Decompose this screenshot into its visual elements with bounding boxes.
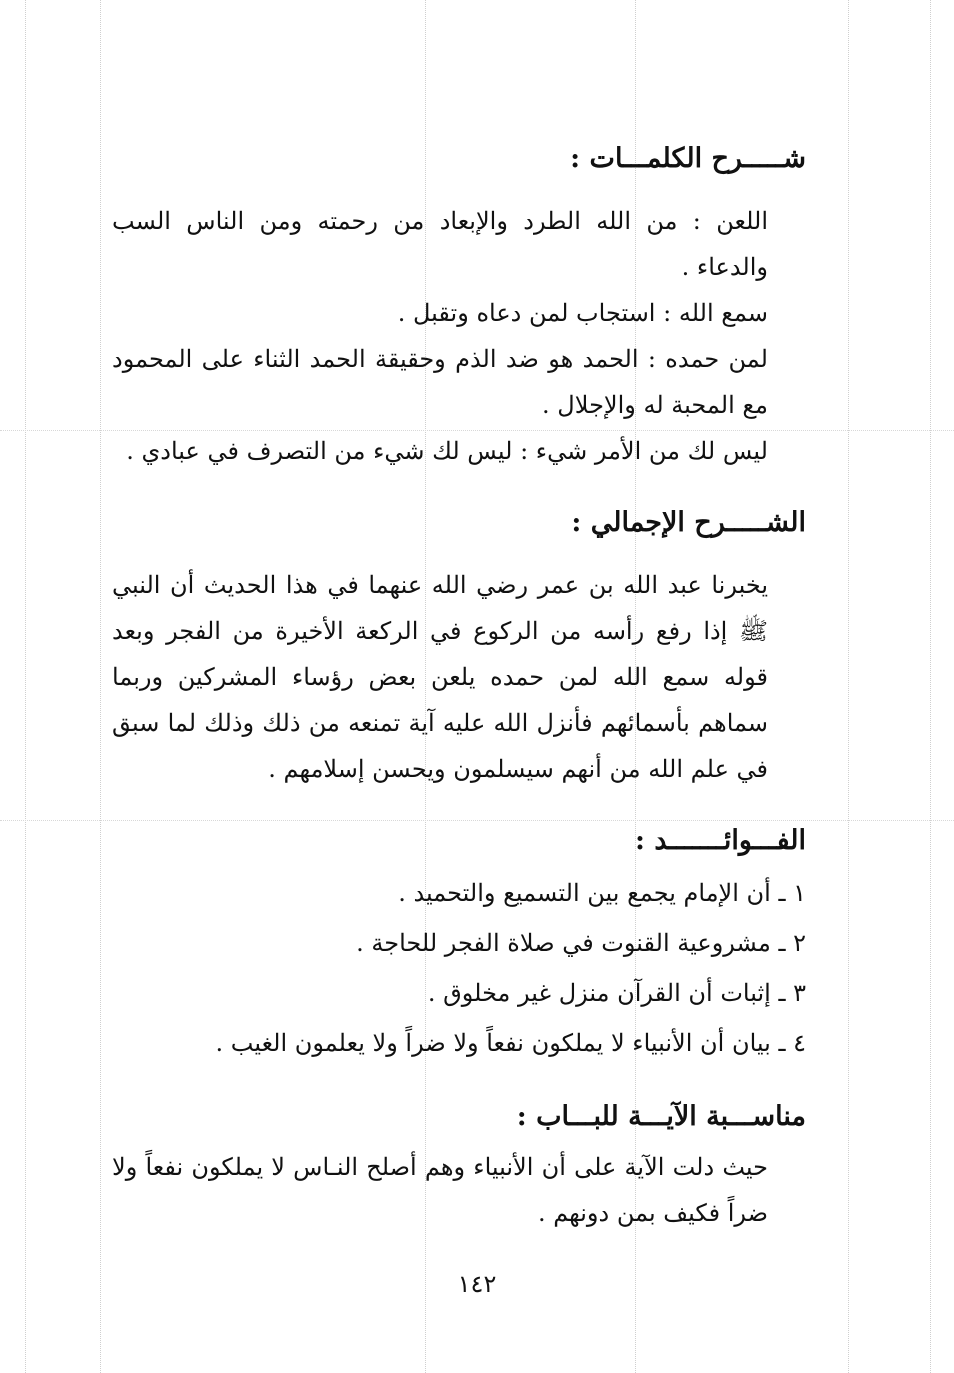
vocab-item: سمع الله : استجاب لمن دعاه وتقبل . — [397, 299, 768, 327]
vocab-item: لمن حمده : الحمد هو ضد الذم وحقيقة الحمد الثناء على المحمود مع المحبة له والإجلال . — [112, 345, 768, 419]
page-content — [112, 132, 806, 1236]
vocab-heading: شـــــرح الكلمـــات : — [570, 143, 806, 174]
summary-text: يخبرنا عبد الله بن عمر رضي الله عنهما في هذا الحديث أن النبي ﷺ إذا رفع رأسه من الركوع في الركعة الأخيرة من الفجر وبعد قوله سمع الله لمن حمده يلعن بعض رؤساء المشركين وربما سماهم بأسمائهم فأنزل الله عليه آية تمنعه من ذلك وذلك لما سبق في علم الله من أنهم سيسلمون ويحسن إسلامهم . — [112, 571, 768, 783]
relevance-text: حيث دلت الآية على أن الأنبياء وهم أصلح النـاس لا يملكون نفعاً ولا ضراً فكيف بمن دونهم . — [112, 1153, 768, 1227]
vocab-item: اللعن : من الله الطرد والإبعاد من رحمته ومن الناس السب والدعاء . — [112, 207, 768, 281]
scan-guide-line — [930, 0, 931, 1373]
benefit-item: ٤ ـ بيان أن الأنبياء لا يملكون نفعاً ولا ضراً ولا يعلمون الغيب . — [215, 1029, 806, 1057]
scan-guide-line — [25, 0, 26, 1373]
scan-guide-line — [100, 0, 101, 1373]
scan-guide-line — [848, 0, 849, 1373]
relevance-heading: مناســـبة الآيـــة للبـــاب : — [516, 1101, 806, 1132]
benefit-item: ٢ ـ مشروعية القنوت في صلاة الفجر للحاجة . — [356, 929, 806, 957]
page-number: ١٤٢ — [457, 1270, 497, 1298]
benefit-item: ٣ ـ إثبات أن القرآن منزل غير مخلوق . — [427, 979, 806, 1007]
benefit-item: ١ ـ أن الإمام يجمع بين التسميع والتحميد . — [398, 879, 806, 907]
benefits-heading: الفـــوائـــــــد : — [635, 825, 806, 856]
summary-heading: الشـــــرح الإجمالي : — [571, 507, 806, 538]
vocab-item: ليس لك من الأمر شيء : ليس لك شيء من التصرف في عبادي . — [126, 437, 768, 465]
